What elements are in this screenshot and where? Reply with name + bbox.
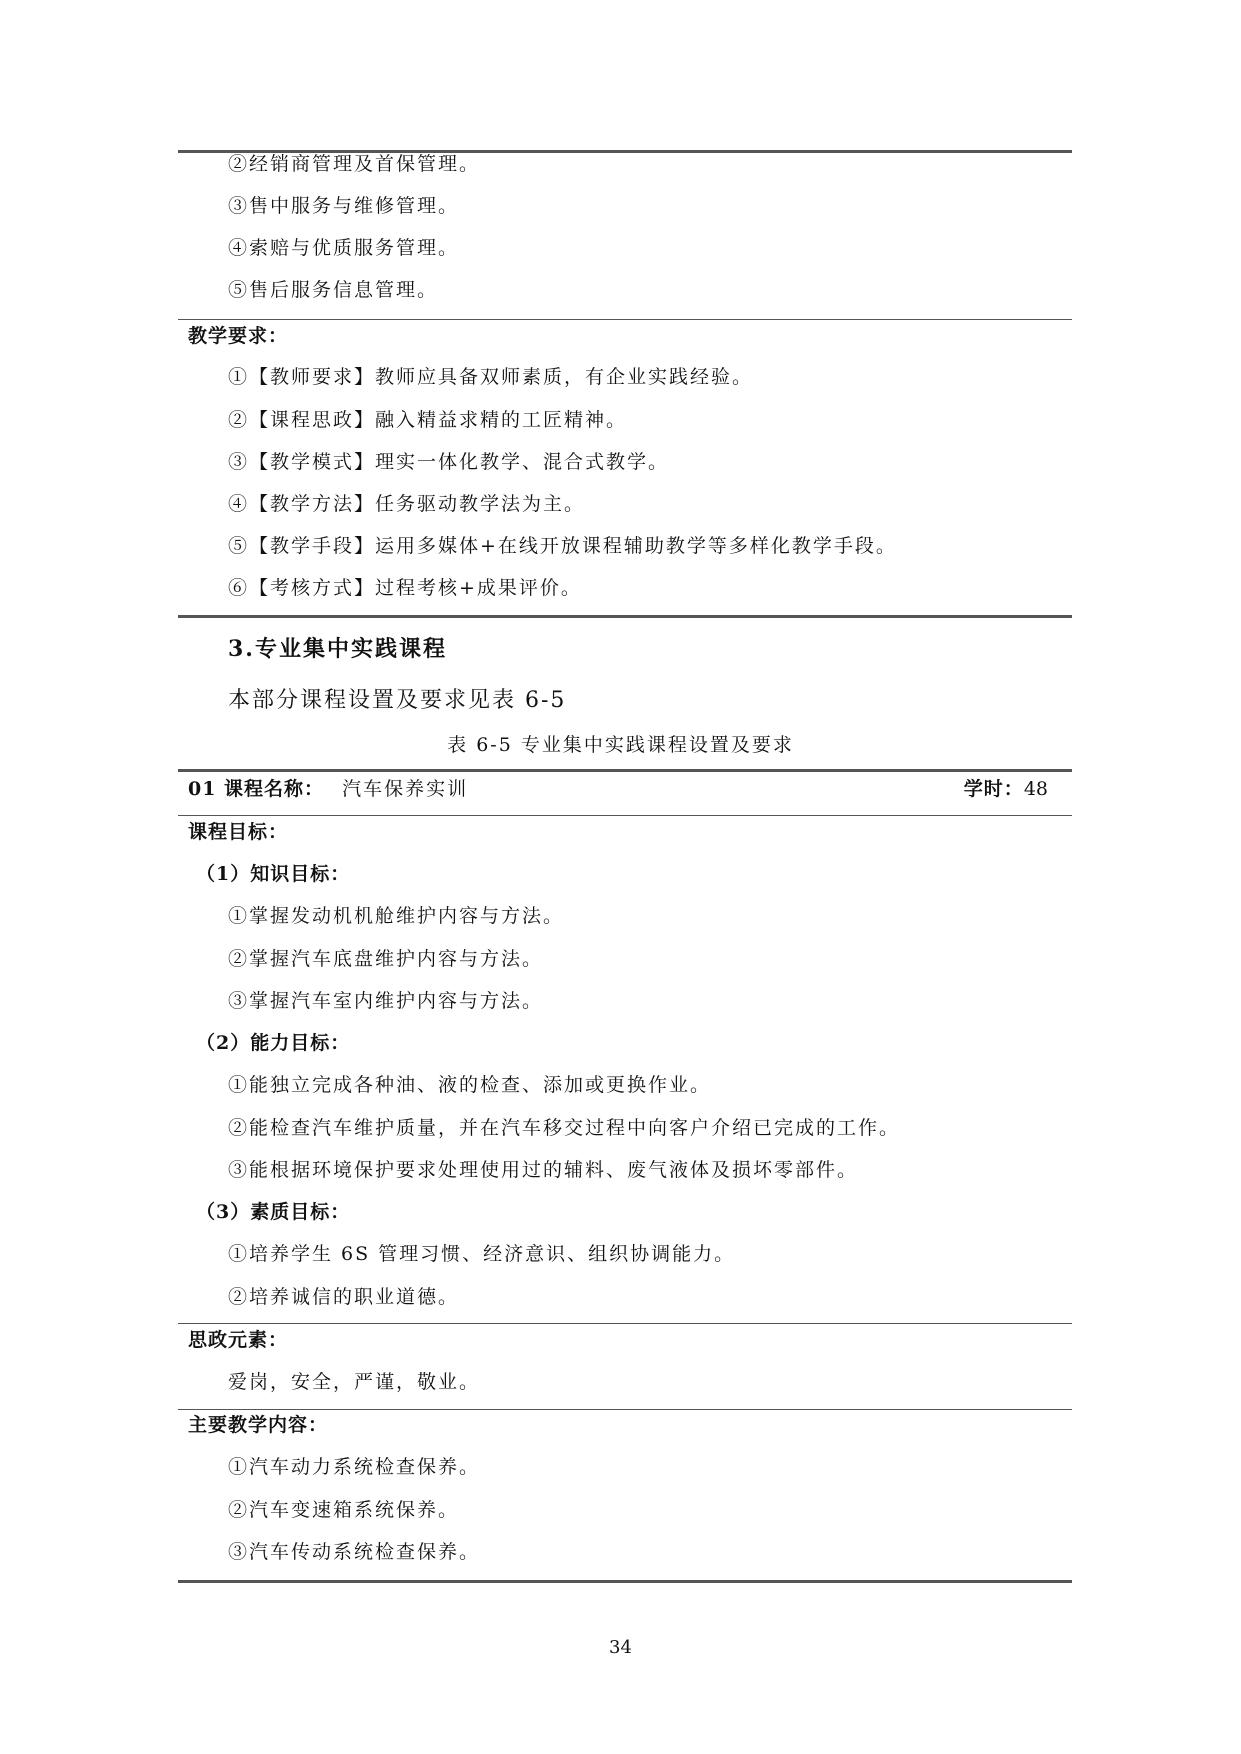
list-item: ②能检查汽车维护质量，并在汽车移交过程中向客户介绍已完成的工作。 (228, 1117, 901, 1139)
page-number: 34 (609, 1637, 632, 1658)
row-divider (178, 815, 1072, 816)
list-item: ①【教师要求】教师应具备双师素质，有企业实践经验。 (228, 366, 754, 388)
table-top-rule (178, 769, 1072, 772)
hours-label: 学时： (963, 778, 1024, 800)
ideology-label: 思政元素： (188, 1329, 289, 1351)
list-item: ③售中服务与维修管理。 (228, 195, 460, 217)
ideology-text: 爱岗，安全，严谨，敬业。 (228, 1371, 481, 1393)
list-item: ①掌握发动机机舱维护内容与方法。 (228, 905, 565, 927)
course-goals-label: 课程目标： (188, 821, 289, 843)
list-item: ④【教学方法】任务驱动教学法为主。 (228, 493, 586, 515)
list-item: ③掌握汽车室内维护内容与方法。 (228, 990, 544, 1012)
list-item: ②掌握汽车底盘维护内容与方法。 (228, 948, 544, 970)
list-item: ①培养学生 6S 管理习惯、经济意识、组织协调能力。 (228, 1243, 736, 1265)
list-item: ③能根据环境保护要求处理使用过的辅料、废气液体及损坏零部件。 (228, 1159, 859, 1181)
list-item: ⑤售后服务信息管理。 (228, 279, 439, 301)
list-item: ②培养诚信的职业道德。 (228, 1286, 460, 1308)
course-hours (964, 777, 1048, 801)
list-item: ②【课程思政】融入精益求精的工匠精神。 (228, 409, 628, 431)
row-divider (178, 319, 1072, 320)
row-divider (178, 1409, 1072, 1410)
section-intro: 本部分课程设置及要求见表 6-5 (228, 688, 567, 713)
hours-value: 48 (1023, 778, 1048, 800)
list-item: ④索赔与优质服务管理。 (228, 237, 460, 259)
list-item: ②汽车变速箱系统保养。 (228, 1499, 460, 1521)
list-item: ③【教学模式】理实一体化教学、混合式教学。 (228, 451, 670, 473)
teaching-requirements-label: 教学要求： (188, 325, 289, 347)
table-bottom-rule (178, 615, 1072, 618)
course-header-row (188, 777, 1048, 801)
list-item: ①能独立完成各种油、液的检查、添加或更换作业。 (228, 1074, 712, 1096)
course-name: 汽车保养实训 (342, 778, 469, 800)
list-item: ②经销商管理及首保管理。 (228, 153, 481, 175)
list-item: ⑥【考核方式】过程考核+成果评价。 (228, 577, 582, 599)
table-caption: 表 6-5 专业集中实践课程设置及要求 (447, 734, 794, 756)
knowledge-goals-label: （1）知识目标： (196, 863, 351, 885)
list-item: ①汽车动力系统检查保养。 (228, 1456, 481, 1478)
content-label: 主要教学内容： (188, 1414, 329, 1436)
ability-goals-label: （2）能力目标： (196, 1032, 351, 1054)
list-item: ③汽车传动系统检查保养。 (228, 1541, 481, 1563)
course-name-label: 01 课程名称： (188, 778, 325, 800)
list-item: ⑤【教学手段】运用多媒体+在线开放课程辅助教学等多样化教学手段。 (228, 535, 897, 557)
quality-goals-label: （3）素质目标： (196, 1201, 351, 1223)
section-heading: 3.专业集中实践课程 (228, 636, 447, 662)
table-bottom-rule (178, 1580, 1072, 1583)
row-divider (178, 1323, 1072, 1324)
